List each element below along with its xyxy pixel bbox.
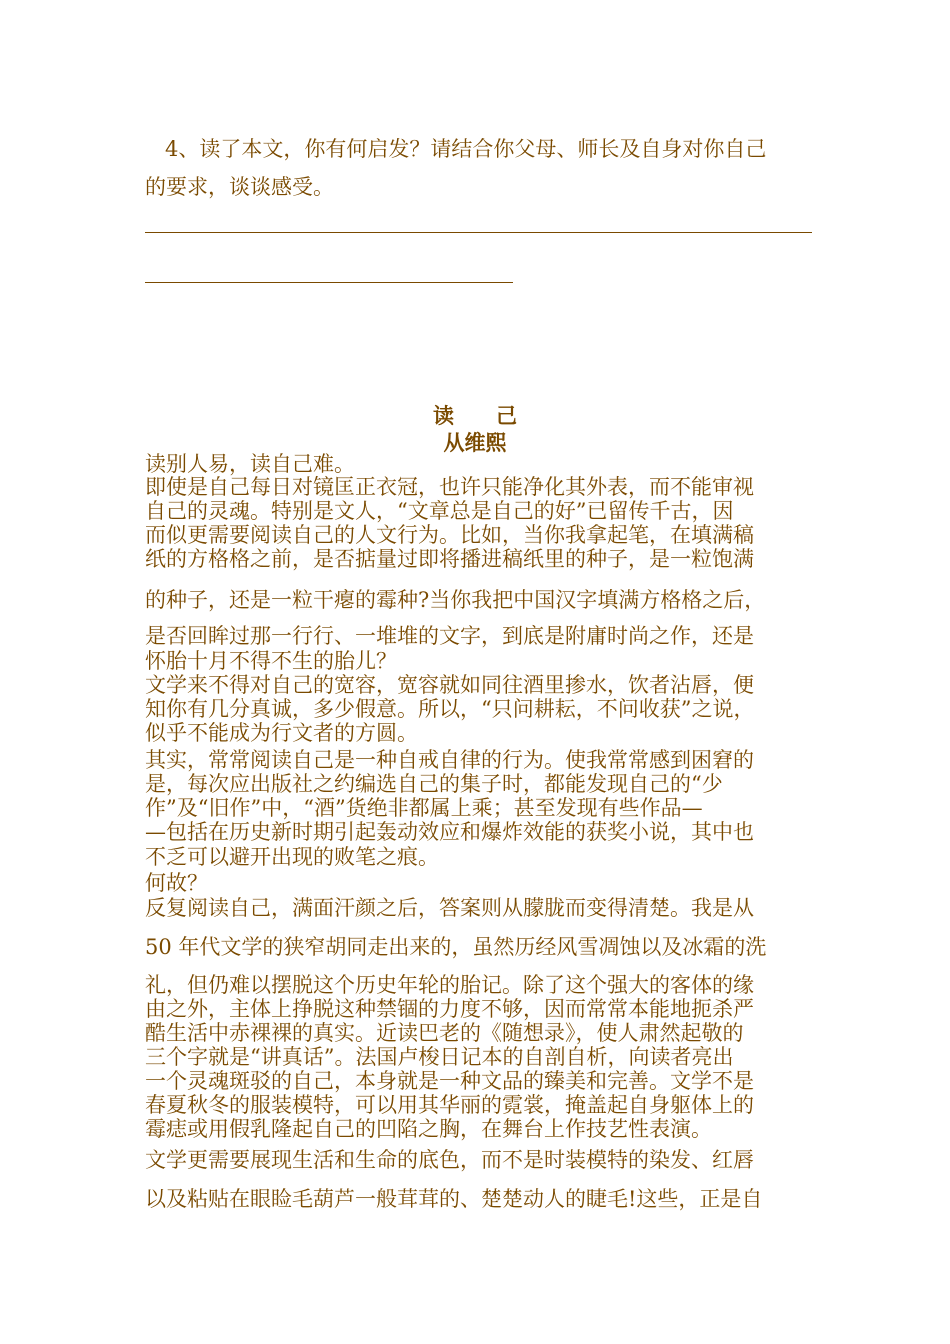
body-line: 春夏秋冬的服装模特，可以用其华丽的霓裳，掩盖起自身躯体上的 xyxy=(145,1093,754,1117)
body-line: —包括在历史新时期引起轰动效应和爆炸效能的获奖小说，其中也 xyxy=(145,820,754,844)
article-author: 从维熙 xyxy=(443,431,507,455)
body-line: 礼，但仍难以摆脱这个历史年轮的胎记。除了这个强大的客体的缘 xyxy=(145,973,754,997)
body-line: 酷生活中赤裸裸的真实。近读巴老的《随想录》，使人肃然起敬的 xyxy=(145,1021,744,1045)
body-line: 怀胎十月不得不生的胎儿？ xyxy=(145,649,397,673)
body-line: 读别人易，读自己难。 xyxy=(145,452,355,476)
body-line: 而似更需要阅读自己的人文行为。比如，当你我拿起笔，在填满稿 xyxy=(145,523,754,547)
body-line: 反复阅读自己，满面汗颜之后，答案则从朦胧而变得清楚。我是从 xyxy=(145,896,754,920)
body-line: 以及粘贴在眼睑毛葫芦一般茸茸的、楚楚动人的睫毛!这些，正是自 xyxy=(145,1187,763,1211)
body-line: 即使是自己每日对镜匡正衣冠，也许只能净化其外表，而不能审视 xyxy=(145,475,754,499)
body-line: 何故？ xyxy=(145,871,208,895)
body-line: 是，每次应出版社之约编选自己的集子时，都能发现自己的“少 xyxy=(145,772,723,796)
answer-line-1[interactable] xyxy=(145,232,812,233)
question-line-1: 4、读了本文，你有何启发？请结合你父母、师长及自身对你自己 xyxy=(165,137,767,161)
body-line: 纸的方格格之前，是否掂量过即将播进稿纸里的种子，是一粒饱满 xyxy=(145,547,754,571)
body-line: 的种子，还是一粒干瘪的霉种?当你我把中国汉字填满方格格之后， xyxy=(145,588,766,612)
answer-line-2[interactable] xyxy=(145,282,513,283)
body-line: 自己的灵魂。特别是文人，“文章总是自己的好”已留传千古，因 xyxy=(145,499,734,523)
body-line: 似乎不能成为行文者的方圆。 xyxy=(145,721,418,745)
body-line: 50 年代文学的狭窄胡同走出来的，虽然历经风雪凋蚀以及冰霜的洗 xyxy=(145,935,767,959)
body-line: 文学来不得对自己的宽容，宽容就如同往酒里掺水，饮者沾唇，便 xyxy=(145,673,754,697)
body-line: 一个灵魂斑驳的自己，本身就是一种文品的臻美和完善。文学不是 xyxy=(145,1069,754,1093)
body-line: 霉痣或用假乳隆起自己的凹陷之胸，在舞台上作技艺性表演。 xyxy=(145,1117,712,1141)
body-line: 不乏可以避开出现的败笔之痕。 xyxy=(145,845,439,869)
article-title: 读 己 xyxy=(433,404,517,428)
question-line-2: 的要求，谈谈感受。 xyxy=(145,175,334,199)
body-line: 其实，常常阅读自己是一种自戒自律的行为。使我常常感到困窘的 xyxy=(145,748,754,772)
body-line: 由之外，主体上挣脱这种禁锢的力度不够，因而常常本能地扼杀严 xyxy=(145,997,754,1021)
body-line: 作”及“旧作”中，“酒”货绝非都属上乘；甚至发现有些作品— xyxy=(145,796,703,820)
body-line: 知你有几分真诚，多少假意。所以，“只问耕耘，不问收获”之说， xyxy=(145,697,755,721)
body-line: 文学更需要展现生活和生命的底色，而不是时装模特的染发、红唇 xyxy=(145,1148,754,1172)
body-line: 三个字就是“讲真话”。法国卢梭日记本的自剖自析，向读者亮出 xyxy=(145,1045,734,1069)
body-line: 是否回眸过那一行行、一堆堆的文字，到底是附庸时尚之作，还是 xyxy=(145,624,754,648)
